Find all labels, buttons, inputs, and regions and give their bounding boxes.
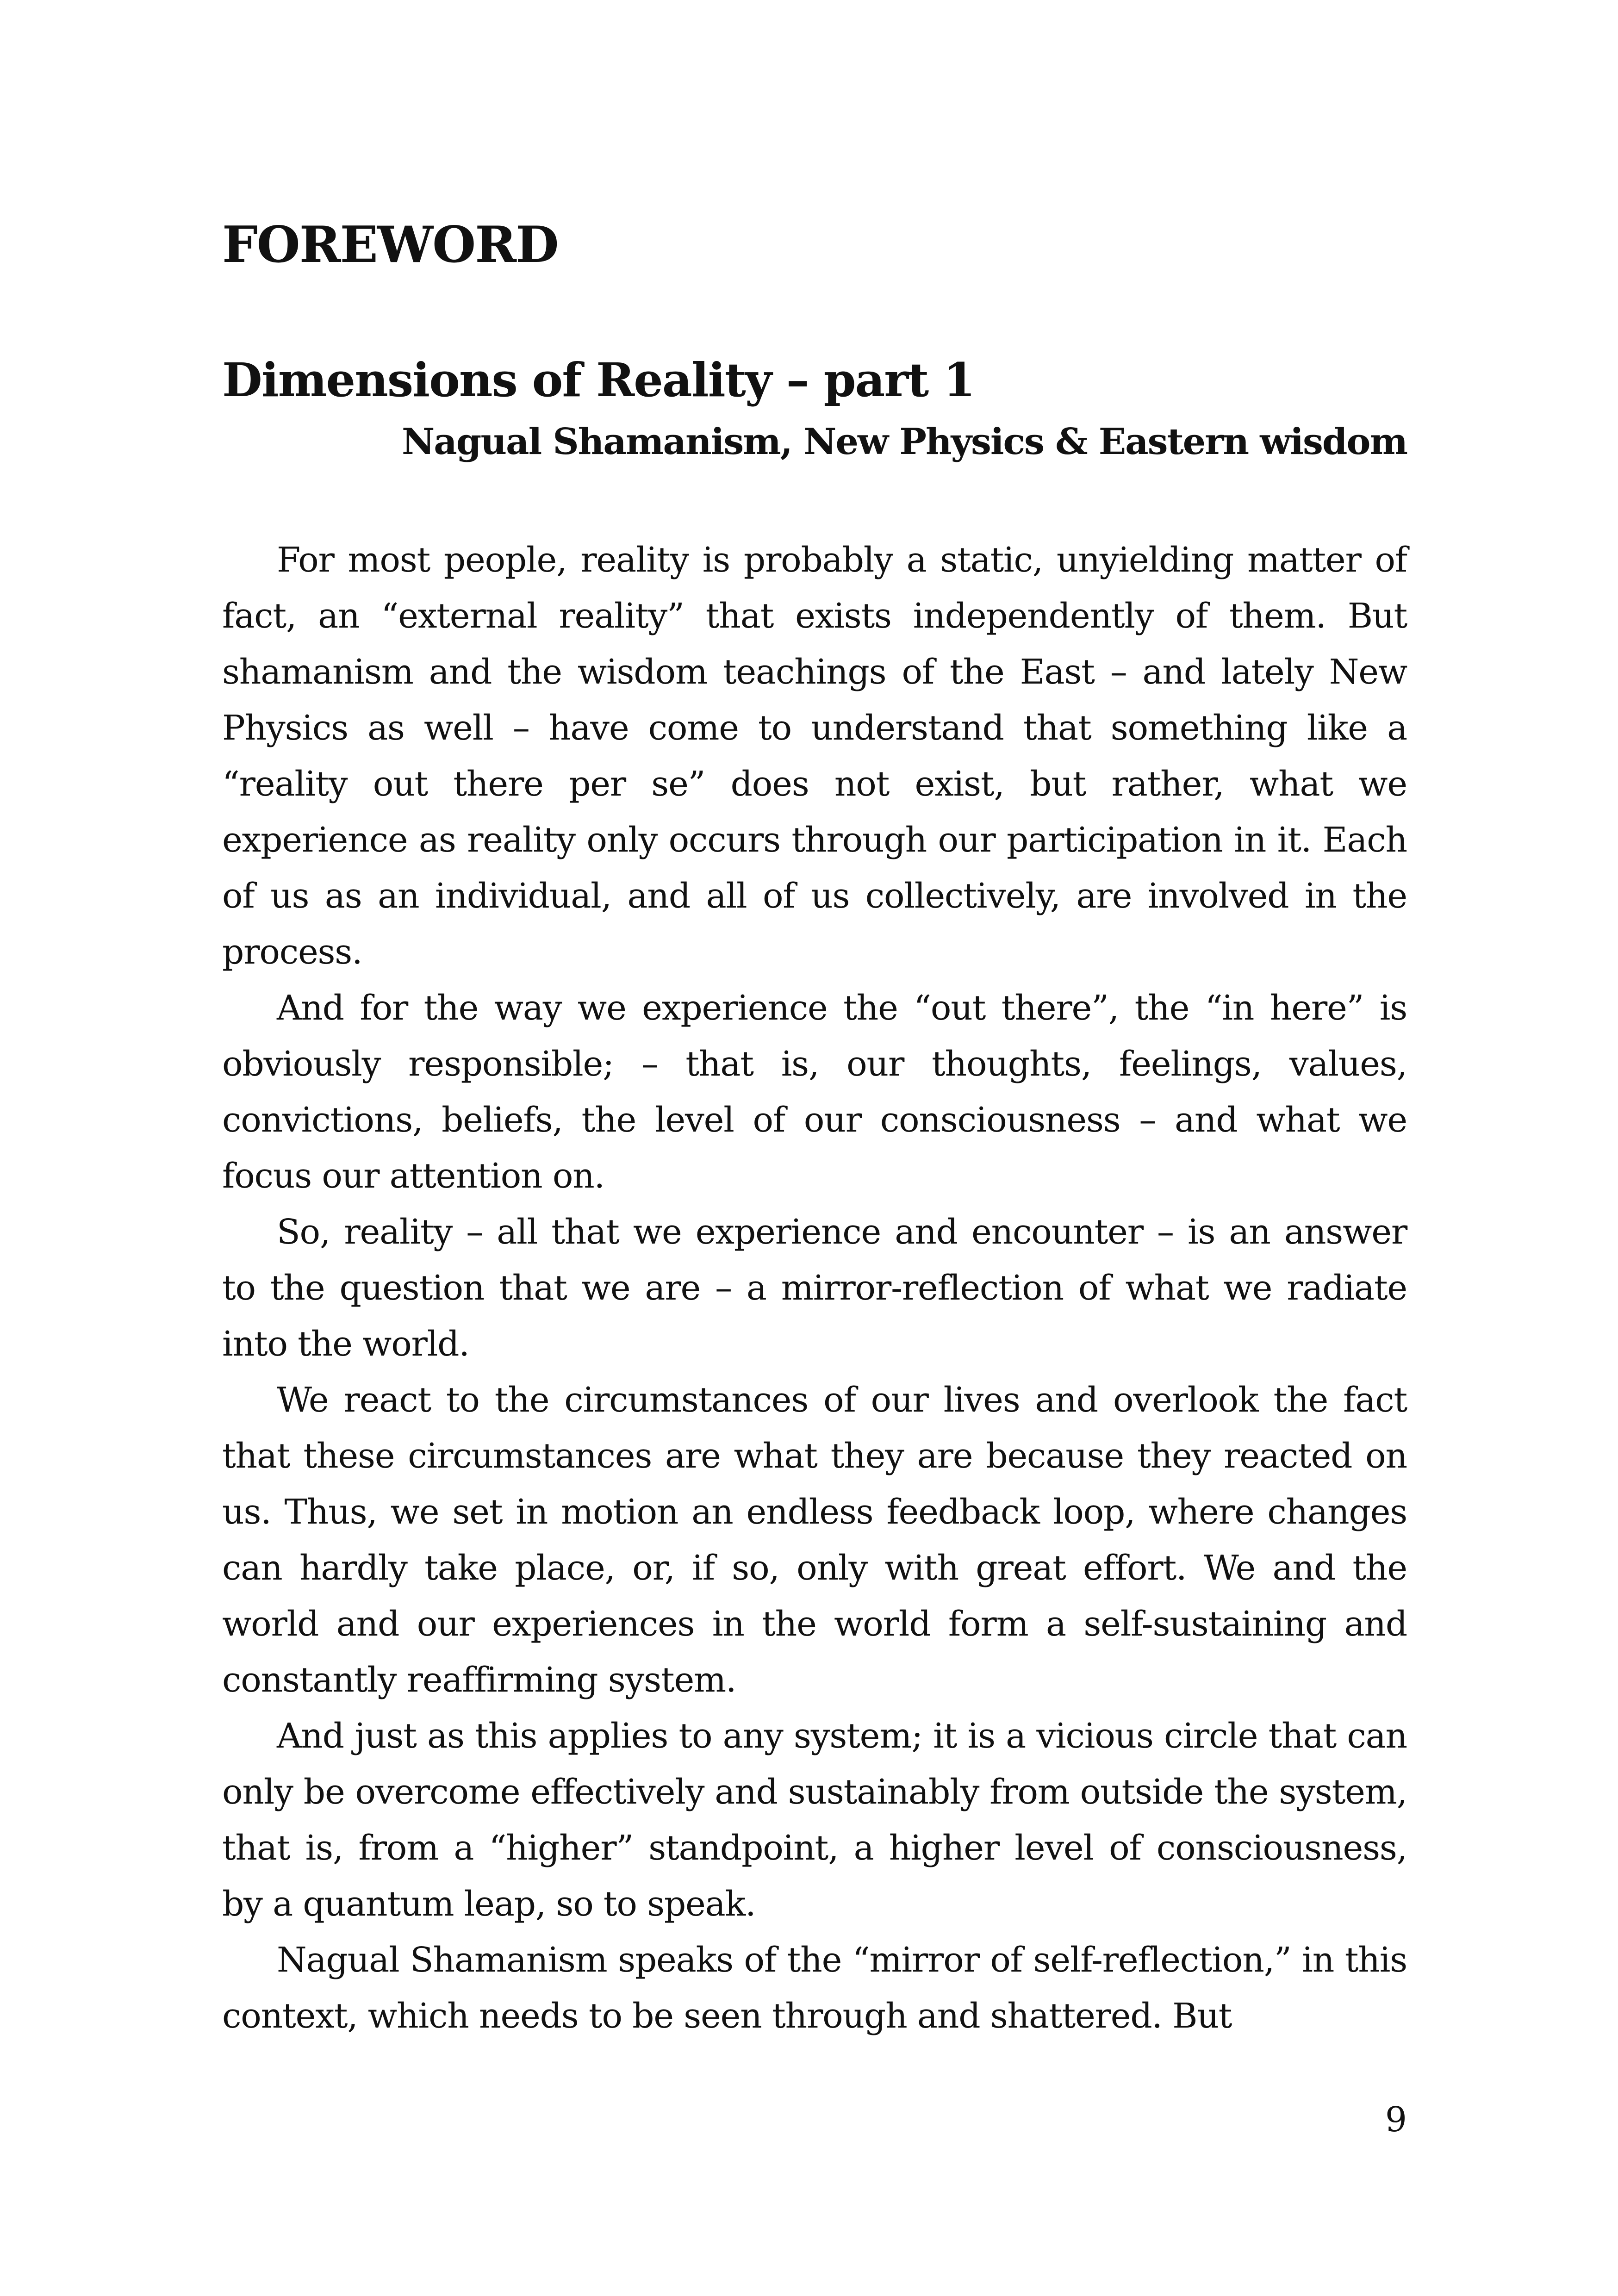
paragraph: We react to the circumstances of our lives and overlook the fact that these circumstances are what they are because they reacted on us. Thus, we set in motion an endless feedback loop, where changes can hardly take place, or, if so, only with great effort. We and the world and our experiences in the world form a self-sustaining and constantly reaffirming system. — [222, 1380, 1407, 1700]
paragraph: And for the way we experience the “out there”, the “in here” is obviously responsible; – that is, our thoughts, feelings, values, convictions, beliefs, the level of our consciousness – and what we focus our attention on. — [222, 988, 1407, 1196]
section-title: Dimensions of Reality – part 1 — [222, 353, 975, 407]
paragraph: So, reality – all that we experience and encounter – is an answer to the question that we are – a mirror-reflection of what we radiate into the world. — [222, 1212, 1407, 1364]
section-subtitle: Nagual Shamanism, New Physics & Eastern wisdom — [401, 421, 1407, 463]
chapter-title: FOREWORD — [222, 216, 558, 274]
book-page — [222, 0, 1407, 2296]
paragraph: Nagual Shamanism speaks of the “mirror of self-reflection,” in this context, which needs to be seen through and shattered. But — [222, 1940, 1407, 2036]
page-number: 9 — [1385, 2100, 1407, 2140]
paragraph: For most people, reality is probably a static, unyielding matter of fact, an “external reality” that exists independently of them. But shamanism and the wisdom teachings of the East – and lately New Physics as well – have come to understand that something like a “reality out there per se” does not exist, but rather, what we experience as reality only occurs through our participation in it. Each of us as an individual, and all of us collectively, are involved in the process. — [222, 540, 1407, 972]
body-text — [222, 532, 1407, 2044]
paragraph: And just as this applies to any system; it is a vicious circle that can only be overcome effectively and sustainably from outside the system, that is, from a “higher” standpoint, a higher level of consciousness, by a quantum leap, so to speak. — [222, 1716, 1407, 1924]
